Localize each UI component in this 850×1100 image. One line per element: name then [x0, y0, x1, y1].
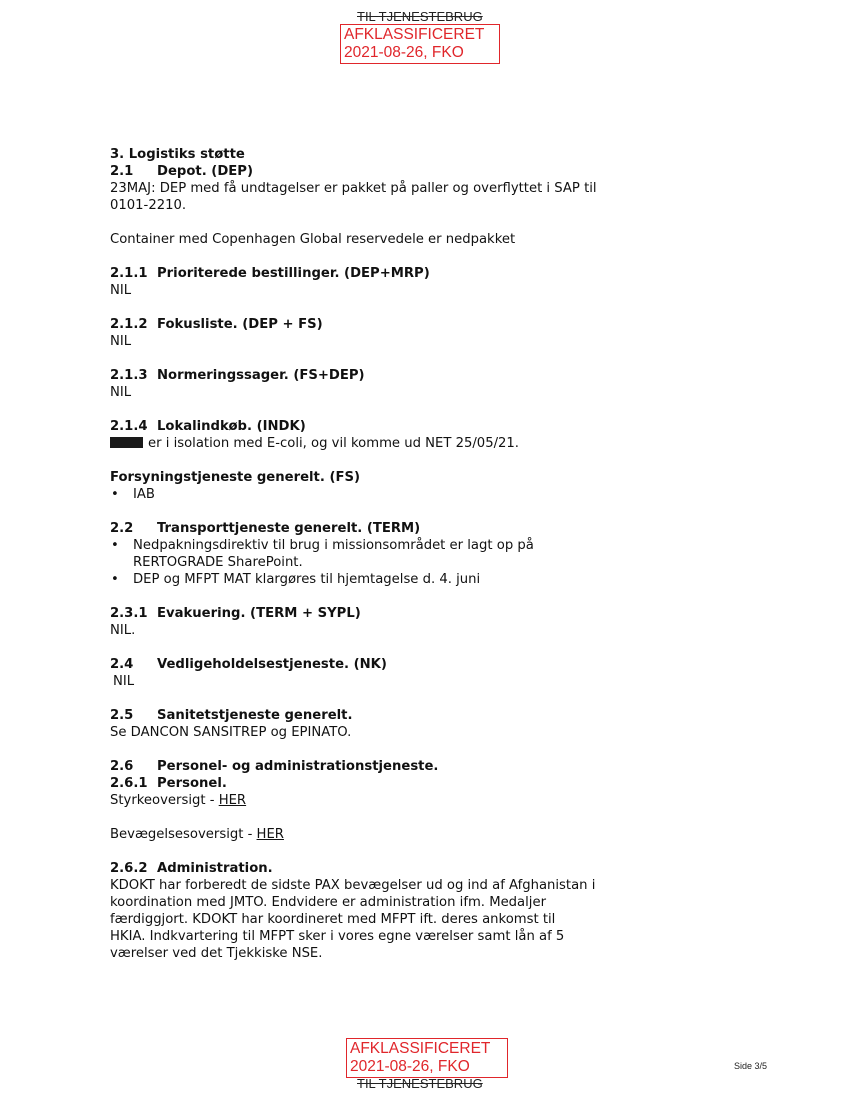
- force-overview-line: Styrkeoversigt - HER: [110, 793, 247, 808]
- page-number: Side 3/5: [734, 1061, 768, 1071]
- section-2-1-text: 23MAJ: DEP med få undtagelser er pakket på paller og overflyttet i SAP til: [110, 181, 597, 196]
- section-2-6-1-heading: 2.6.1 Personel.: [110, 776, 227, 791]
- stamp-line2: 2021-08-26, FKO: [344, 44, 464, 61]
- stamp-line1: AFKLASSIFICERET: [350, 1040, 491, 1057]
- administration-text-line: koordination med JMTO. Endvidere er administration ifm. Medaljer: [110, 895, 546, 910]
- section-2-1-heading: 2.1 Depot. (DEP): [110, 164, 253, 179]
- section-2-1-3-heading: 2.1.3 Normeringssager. (FS+DEP): [110, 368, 365, 383]
- section-2-4-heading: 2.4 Vedligeholdelsestjeneste. (NK): [110, 657, 387, 672]
- section-2-1-1-heading: 2.1.1 Prioriterede bestillinger. (DEP+MRP): [110, 266, 430, 281]
- movement-overview-line: Bevægelsesoversigt - HER: [110, 827, 284, 842]
- redaction-block: [110, 437, 143, 448]
- declassified-stamp-bottom: [346, 1038, 508, 1078]
- section-2-5-heading: 2.5 Sanitetstjeneste generelt.: [110, 708, 353, 723]
- section-2-1-4-body: er i isolation med E-coli, og vil komme ud NET 25/05/21.: [110, 435, 610, 452]
- list-item: • Nedpakningsdirektiv til brug i missionsområdet er lagt op på RERTOGRADE SharePoint.: [110, 537, 610, 571]
- section-2-3-1-body: NIL.: [110, 623, 136, 638]
- section-2-1-2-body: NIL: [110, 334, 132, 349]
- administration-text-line: KDOKT har forberedt de sidste PAX bevægelser ud og ind af Afghanistan i: [110, 878, 596, 893]
- section-2-6-heading: 2.6 Personel- og administrationstjeneste.: [110, 759, 439, 774]
- section-2-1-3-body: NIL: [110, 385, 132, 400]
- section-2-1-text-2: 0101-2210.: [110, 198, 187, 213]
- section-2-1-2-heading: 2.1.2 Fokusliste. (DEP + FS): [110, 317, 323, 332]
- administration-text-line: værelser ved det Tjekkiske NSE.: [110, 946, 323, 961]
- section-2-1-4-heading: 2.1.4 Lokalindkøb. (INDK): [110, 419, 306, 434]
- header-classification: TIL TJENESTEBRUG: [357, 9, 483, 24]
- section-2-2-heading: 2.2 Transporttjeneste generelt. (TERM): [110, 521, 421, 536]
- administration-text-line: færdiggjort. KDOKT har koordineret med MFPT ift. deres ankomst til: [110, 912, 556, 927]
- section-2-5-body: Se DANCON SANSITREP og EPINATO.: [110, 725, 352, 740]
- movement-overview-link[interactable]: HER: [256, 827, 284, 842]
- administration-text-line: HKIA. Indkvartering til MFPT sker i vores egne værelser samt lån af 5: [110, 929, 565, 944]
- section-2-1-1-body: NIL: [110, 283, 132, 298]
- section-2-3-1-heading: 2.3.1 Evakuering. (TERM + SYPL): [110, 606, 361, 621]
- list-item: • IAB: [110, 486, 610, 503]
- stamp-line2: 2021-08-26, FKO: [350, 1058, 470, 1075]
- transport-list: [110, 537, 610, 588]
- section-2-4-body: NIL: [113, 674, 135, 689]
- supply-service-heading: Forsyningstjeneste generelt. (FS): [110, 470, 361, 485]
- stamp-line1: AFKLASSIFICERET: [344, 26, 485, 43]
- section-3-heading: 3. Logistiks støtte: [110, 147, 245, 162]
- document-body: [110, 146, 610, 962]
- force-overview-link[interactable]: HER: [218, 793, 247, 808]
- list-item: • DEP og MFPT MAT klargøres til hjemtagelse d. 4. juni: [110, 571, 610, 588]
- section-2-1-container-text: Container med Copenhagen Global reservedele er nedpakket: [110, 232, 516, 247]
- declassified-stamp-top: [340, 24, 500, 64]
- supply-service-list: [110, 486, 610, 503]
- section-2-6-2-heading: 2.6.2 Administration.: [110, 861, 273, 876]
- footer-classification: TIL TJENESTEBRUG: [357, 1076, 483, 1091]
